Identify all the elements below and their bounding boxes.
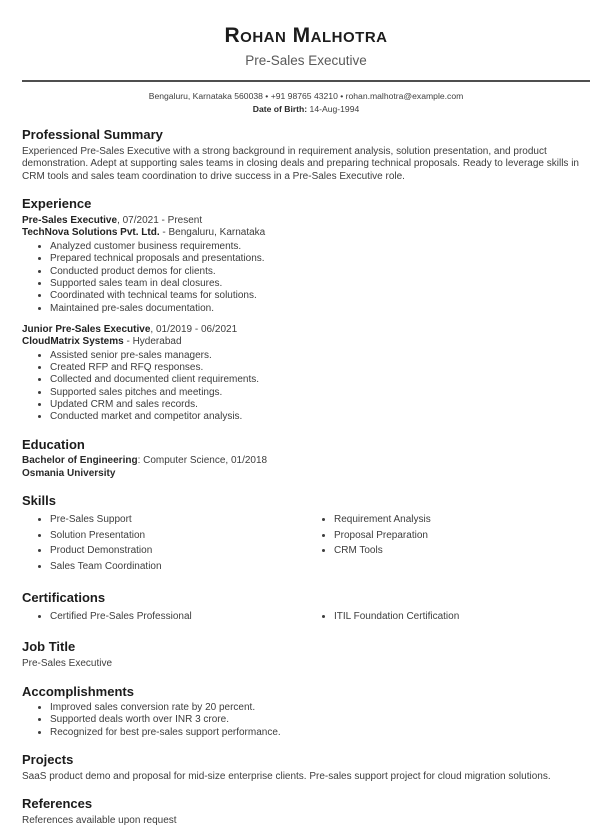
section-heading-projects: Projects — [22, 752, 74, 768]
education-school: Osmania University — [22, 467, 116, 479]
bullet-item: • Conducted market and competitor analysis. — [50, 411, 590, 423]
job-bullet-list — [22, 241, 590, 315]
job-company-line — [22, 336, 590, 348]
references-text: References available upon request — [22, 814, 177, 826]
bullet-item: • Created RFP and RFQ responses. — [50, 362, 590, 374]
section-heading-references: References — [22, 796, 93, 812]
dob-value: 14-Aug-1994 — [307, 104, 360, 115]
accomplishment-item: • Supported deals worth over INR 3 crore. — [50, 714, 590, 726]
job-bullet-list — [22, 350, 590, 424]
experience-job — [22, 215, 590, 315]
certification-item: • ITIL Foundation Certification — [334, 611, 590, 623]
certifications-column-left — [22, 611, 306, 627]
job-company: TechNova Solutions Pvt. Ltd. — [22, 227, 160, 239]
section-heading-job-title: Job Title — [22, 639, 76, 655]
bullet-item: • Conducted product demos for clients. — [50, 266, 590, 278]
education-degree: Bachelor of Engineering — [22, 455, 138, 467]
job-title-text: Pre-Sales Executive — [22, 657, 113, 669]
bullet-item: • Prepared technical proposals and presentations. — [50, 253, 590, 265]
dob-label: Date of Birth: — [252, 104, 308, 115]
contact-line: Bengaluru, Karnataka 560038 • +91 98765 43210 • rohan.malhotra@example.com — [148, 91, 464, 102]
candidate-title: Pre-Sales Executive — [245, 53, 367, 69]
job-dates: , 01/2019 - 06/2021 — [150, 323, 238, 335]
skills-column-left — [22, 514, 306, 577]
bullet-item: • Analyzed customer business requirements. — [50, 241, 590, 253]
date-of-birth-line — [22, 104, 590, 114]
education-degree-detail: : Computer Science, 01/2018 — [137, 455, 268, 467]
skill-item: • Product Demonstration — [50, 545, 306, 557]
certification-item: • Certified Pre-Sales Professional — [50, 611, 306, 623]
experience-job — [22, 324, 590, 424]
skills-column-right — [306, 514, 590, 577]
header-divider — [22, 80, 590, 82]
section-heading-certifications: Certifications — [22, 590, 106, 605]
job-dates: , 07/2021 - Present — [117, 215, 203, 227]
section-heading-experience: Experience — [22, 196, 92, 212]
skill-item: • Pre-Sales Support — [50, 514, 306, 526]
accomplishments-list — [22, 702, 590, 739]
certifications-columns — [22, 609, 590, 627]
candidate-name: Rohan Malhotra — [224, 24, 388, 47]
accomplishment-item: • Improved sales conversion rate by 20 percent. — [50, 702, 590, 714]
job-company: CloudMatrix Systems — [22, 335, 124, 347]
bullet-item: • Coordinated with technical teams for solutions. — [50, 290, 590, 302]
bullet-item: • Supported sales pitches and meetings. — [50, 387, 590, 399]
section-heading-education: Education — [22, 436, 85, 452]
skill-item: • Sales Team Coordination — [50, 561, 306, 573]
skill-item: • Solution Presentation — [50, 530, 306, 542]
bullet-item: • Assisted senior pre-sales managers. — [50, 350, 590, 362]
projects-text: SaaS product demo and proposal for mid-size enterprise clients. Pre-sales support project for cloud migration solutions. — [22, 770, 551, 782]
section-heading-skills: Skills — [22, 493, 56, 509]
job-title: Junior Pre-Sales Executive — [22, 323, 151, 335]
skill-item: • CRM Tools — [334, 545, 590, 557]
section-heading-summary: Professional Summary — [22, 127, 163, 143]
accomplishment-item: • Recognized for best pre-sales support performance. — [50, 727, 590, 739]
skills-columns — [22, 512, 590, 577]
education-degree-line — [22, 455, 590, 468]
job-location: - Hyderabad — [123, 335, 182, 347]
certifications-column-right — [306, 611, 590, 627]
job-title-line — [22, 324, 590, 336]
bullet-item: • Updated CRM and sales records. — [50, 399, 590, 411]
job-title-line — [22, 215, 590, 227]
bullet-item: • Collected and documented client requirements. — [50, 374, 590, 386]
skill-item: • Requirement Analysis — [334, 514, 590, 526]
job-title: Pre-Sales Executive — [22, 215, 118, 227]
bullet-item: • Maintained pre-sales documentation. — [50, 303, 590, 315]
job-location: - Bengaluru, Karnataka — [159, 227, 266, 239]
summary-text: Experienced Pre-Sales Executive with a strong background in requirement analysis, solution presentation, and product demonstration. Adept at supporting sales teams in closing deals and preparing technical proposals. Ready to leverage skills in CRM tools and sales team coordination to drive success in a Pre-Sales Executive role. — [22, 145, 579, 182]
bullet-item: • Supported sales team in deal closures. — [50, 278, 590, 290]
skill-item: • Proposal Preparation — [334, 530, 590, 542]
job-company-line — [22, 227, 590, 239]
section-heading-accomplishments: Accomplishments — [22, 683, 134, 699]
